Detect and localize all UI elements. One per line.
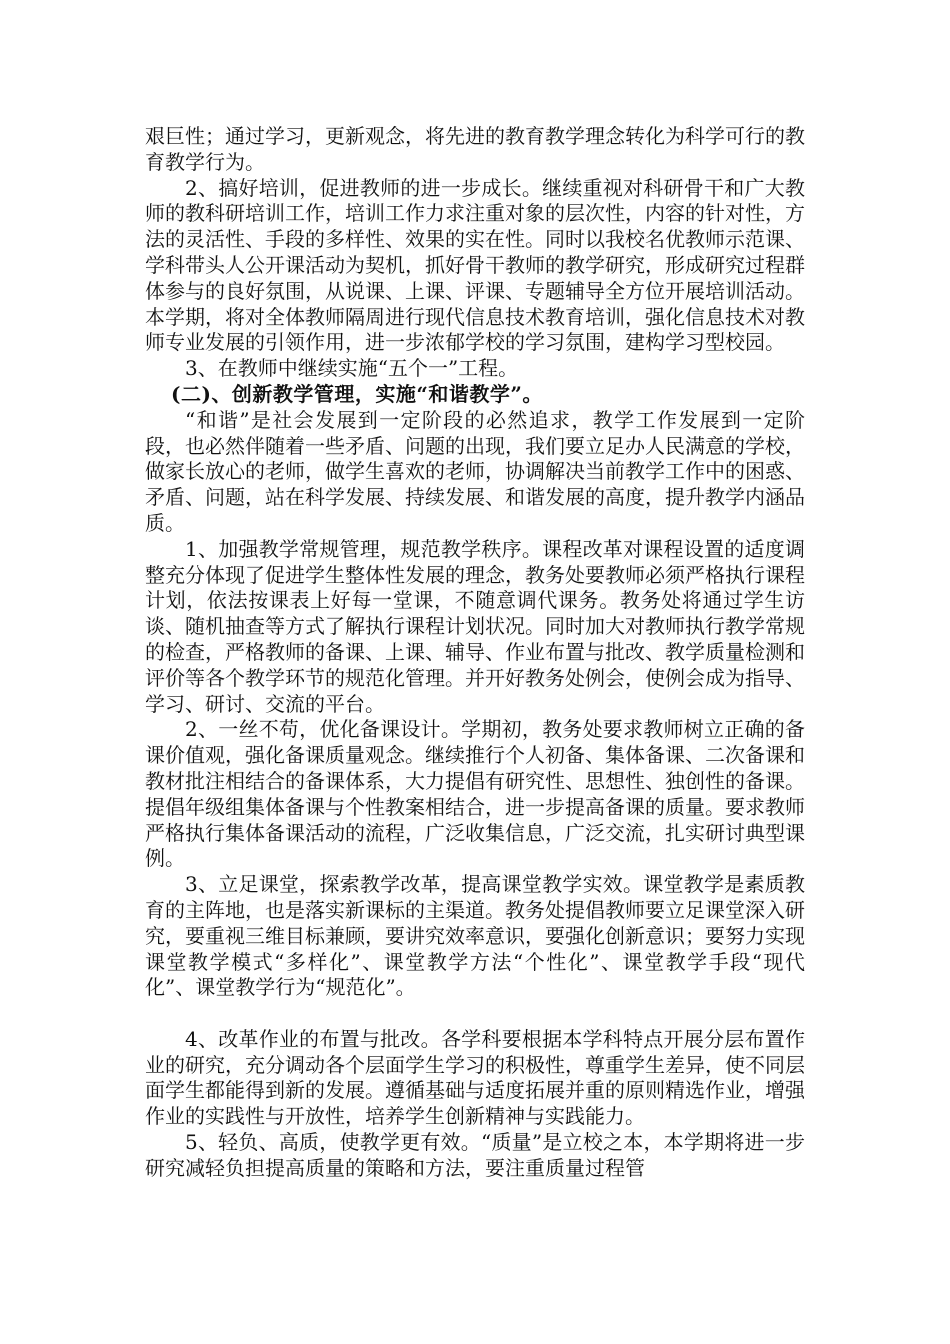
paragraph-classroom-reform: 3、立足课堂，探索教学改革，提高课堂教学实效。课堂教学是素质教育的主阵地，也是落实新课标的主渠道。教务处提倡教师要立足课堂深入研究，要重视三维目标兼顾，要讲究效率意识，要强化创新意识；要努力实现课堂教学模式“多样化”、课堂教学方法“个性化”、课堂教学手段“现代化”、课堂教学行为“规范化”。 [145, 872, 805, 1000]
paragraph-quality: 5、轻负、高质，使教学更有效。“质量”是立校之本，本学期将进一步研究减轻负担提高质量的策略和方法，要注重质量过程管 [145, 1130, 805, 1180]
paragraph-homework: 4、改革作业的布置与批改。各学科要根据本学科特点开展分层布置作业的研究，充分调动各个层面学生学习的积极性，尊重学生差异，使不同层面学生都能得到新的发展。遵循基础与适度拓展并重的原则精选作业，增强作业的实践性与开放性，培养学生创新精神与实践能力。 [145, 1026, 805, 1129]
paragraph-routine-management: 1、加强教学常规管理，规范教学秩序。课程改革对课程设置的适度调整充分体现了促进学生整体性发展的理念，教务处要教师必须严格执行课程计划，依法按课表上好每一堂课，不随意调代课务。教务处将通过学生访谈、随机抽查等方式了解执行课程计划状况。同时加大对教师执行教学常规的检查，严格教师的备课、上课、辅导、作业布置与批改、教学质量检测和评价等各个教学环节的规范化管理。并开好教务处例会，使例会成为指导、学习、研讨、交流的平台。 [145, 536, 805, 716]
section-heading: (二)、创新教学管理，实施“和谐教学”。 [171, 381, 543, 406]
paragraph-lesson-preparation: 2、一丝不苟，优化备课设计。学期初，教务处要求教师树立正确的备课价值观，强化备课质量观念。继续推行个人初备、集体备课、二次备课和教材批注相结合的备课体系，大力提倡有研究性、思想性、独创性的备课。提倡年级组集体备课与个性教案相结合，进一步提高备课的质量。要求教师严格执行集体备课活动的流程，广泛收集信息，广泛交流，扎实研讨典型课例。 [145, 717, 805, 871]
paragraph-continuation: 艰巨性；通过学习，更新观念，将先进的教育教学理念转化为科学可行的教育教学行为。 [145, 124, 805, 174]
paragraph-five-ones: 3、在教师中继续实施“五个一”工程。 [185, 356, 519, 381]
blank-line [145, 1001, 805, 1027]
document-body [145, 124, 805, 1182]
paragraph-training: 2、搞好培训，促进教师的进一步成长。继续重视对科研骨干和广大教师的教科研培训工作，培训工作力求注重对象的层次性，内容的针对性，方法的灵活性、手段的多样性、效果的实在性。同时以我校名优教师示范课、学科带头人公开课活动为契机，抓好骨干教师的教学研究，形成研究过程群体参与的良好氛围，从说课、上课、评课、专题辅导全方位开展培训活动。本学期，将对全体教师隔周进行现代信息技术教育培训，强化信息技术对教师专业发展的引领作用，进一步浓郁学校的学习氛围，建构学习型校园。 [145, 175, 805, 355]
paragraph-harmony: “和谐”是社会发展到一定阶段的必然追求，教学工作发展到一定阶段，也必然伴随着一些矛盾、问题的出现，我们要立足办人民满意的学校，做家长放心的老师，做学生喜欢的老师，协调解决当前教学工作中的困惑、矛盾、问题，站在科学发展、持续发展、和谐发展的高度，提升教学内涵品质。 [145, 407, 805, 535]
